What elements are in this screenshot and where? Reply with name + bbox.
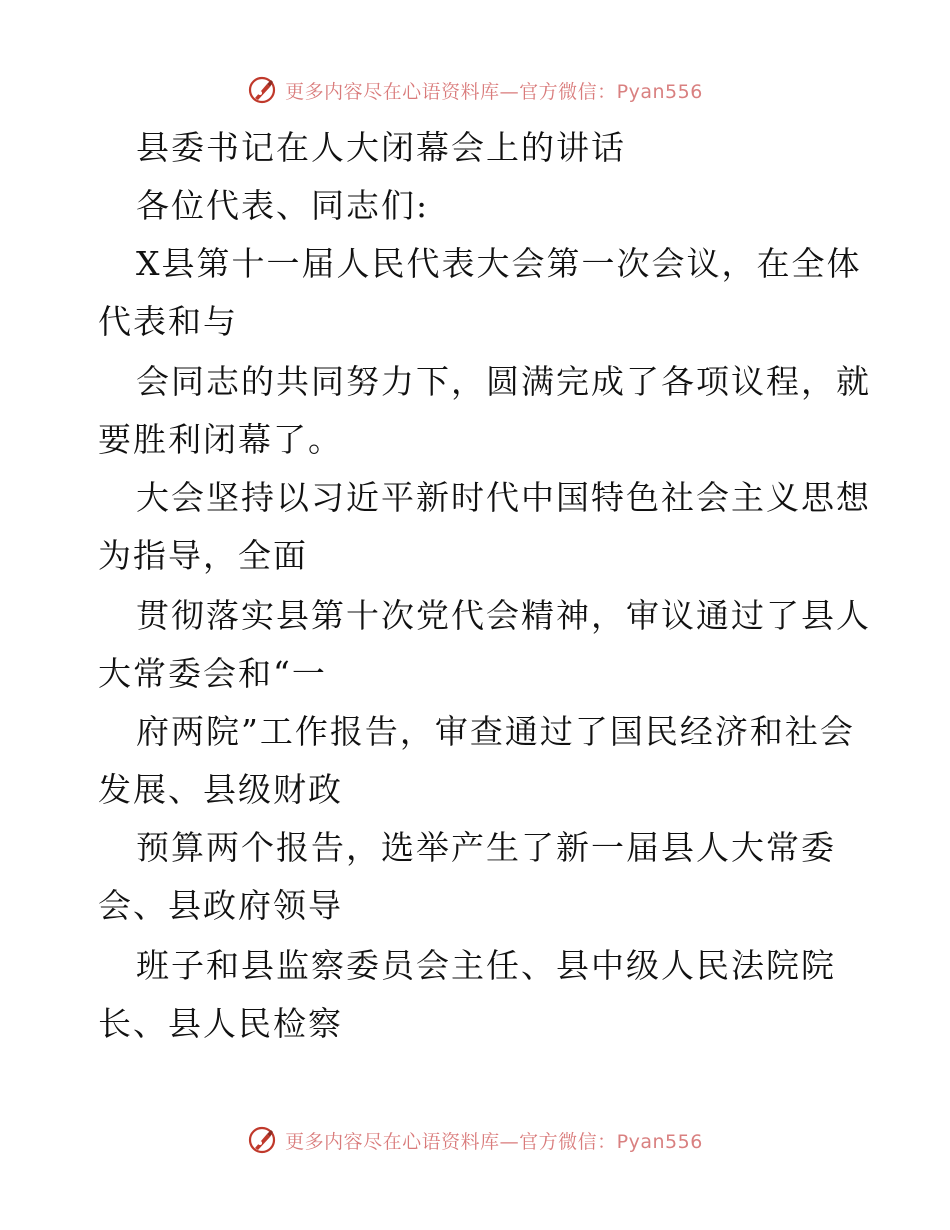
paragraph-line: 大常委会和“一 (98, 654, 327, 693)
paragraph-line: 为指导，全面 (98, 536, 308, 575)
paragraph-line: 贯彻落实县第十次党代会精神，审议通过了县人 (136, 596, 871, 635)
banner-promo-text: 更多内容尽在心语资料库—官方微信： (285, 80, 617, 103)
paragraph-line: 府两院”工作报告，审查通过了国民经济和社会 (136, 712, 855, 751)
quill-pen-logo-icon (247, 75, 277, 105)
footer-banner (0, 1120, 950, 1160)
paragraph-line: 大会坚持以习近平新时代中国特色社会主义思想 (136, 478, 871, 517)
document-title: 县委书记在人大闭幕会上的讲话 (136, 128, 626, 167)
paragraph-line: X县第十一届人民代表大会第一次会议，在全体 (136, 244, 862, 283)
paragraph-line: 要胜利闭幕了。 (98, 420, 343, 459)
wechat-id: Pyan556 (616, 80, 703, 103)
paragraph-line: 班子和县监察委员会主任、县中级人民法院院 (136, 946, 836, 985)
paragraph-line: 代表和与 (98, 302, 238, 341)
paragraph-line: 会、县政府领导 (98, 886, 343, 925)
banner-promo-text: 更多内容尽在心语资料库—官方微信： (285, 1130, 617, 1153)
quill-pen-logo-icon (247, 1125, 277, 1155)
paragraph-line: 预算两个报告，选举产生了新一届县人大常委 (136, 828, 836, 867)
salutation: 各位代表、同志们: (136, 186, 430, 225)
banner-text (285, 1127, 703, 1154)
paragraph-line: 发展、县级财政 (98, 770, 343, 809)
wechat-id: Pyan556 (616, 1130, 703, 1153)
banner-text (285, 77, 703, 104)
header-banner (0, 70, 950, 110)
paragraph-line: 长、县人民检察 (98, 1004, 343, 1043)
paragraph-line: 会同志的共同努力下，圆满完成了各项议程，就 (136, 362, 871, 401)
